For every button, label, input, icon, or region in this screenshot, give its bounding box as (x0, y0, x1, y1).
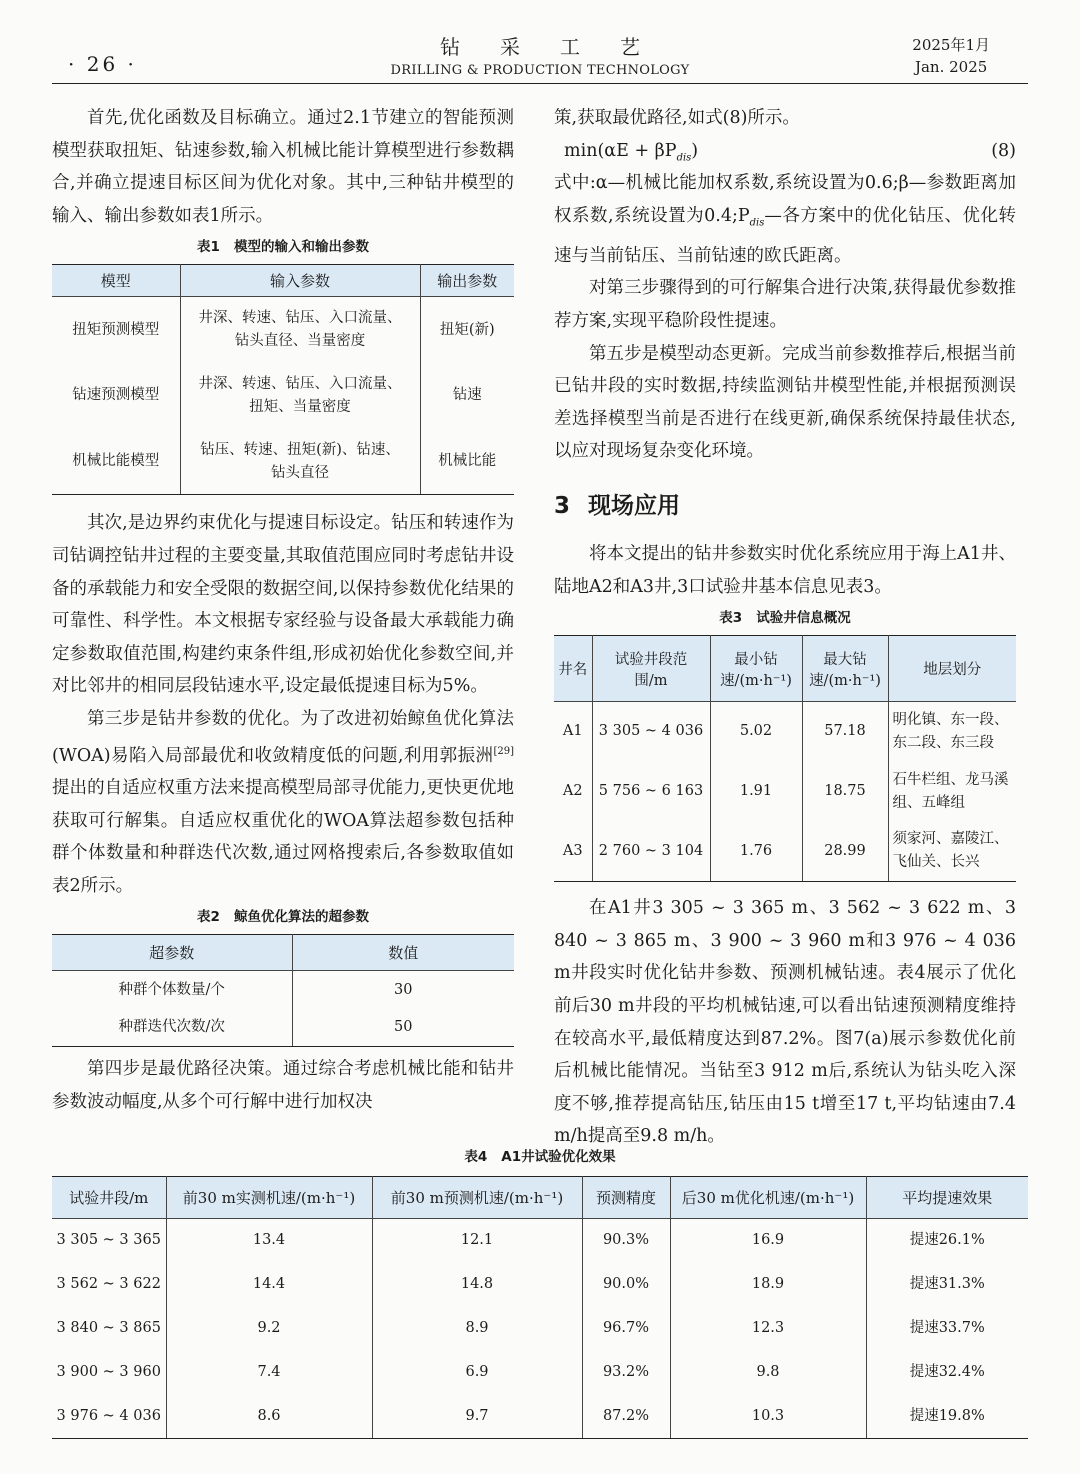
table4-cell: 12.1 (372, 1219, 582, 1263)
table1-cell: 扭矩预测模型 (52, 297, 180, 363)
table1-cell: 钻速预测模型 (52, 363, 180, 429)
table4-cell: 93.2% (582, 1351, 670, 1395)
journal-title-cn: 钻采工艺 (440, 35, 680, 59)
table-row (554, 702, 1016, 762)
table4-cell: 18.9 (670, 1263, 866, 1307)
paragraph-application: 将本文提出的钻井参数实时优化系统应用于海上A1井、陆地A2和A3井,3口试验井基本信息见表3。 (554, 544, 1016, 597)
table4-header-cell: 后30 m优化机速/(m·h⁻¹) (670, 1177, 866, 1219)
table3 (554, 635, 1016, 882)
table4-cell: 14.4 (166, 1263, 372, 1307)
table-row (52, 971, 514, 1009)
issue-date-en: Jan. 2025 (914, 58, 988, 76)
table1-cell: 钻压、转速、扭矩(新)、钻速、钻头直径 (180, 429, 420, 495)
table-row (52, 1009, 514, 1047)
table4-cell: 96.7% (582, 1307, 670, 1351)
table4-block (52, 1146, 1028, 1439)
table1-cell: 井深、转速、钻压、入口流量、扭矩、当量密度 (180, 363, 420, 429)
table2-cell: 种群个体数量/个 (52, 971, 292, 1009)
formula-desc-sub: dis (749, 217, 765, 229)
table4-cell: 提速33.7% (909, 1320, 985, 1336)
table3-cell: 5 756 ~ 6 163 (592, 762, 710, 822)
paragraph-step1: 首先,优化函数及目标确立。通过2.1节建立的智能预测模型获取扭矩、钻速参数,输入机械比能计算模型进行参数耦合,并确立提速目标区间为优化对象。其中,三种钻井模型的输入、输出参数如表1所示。 (52, 108, 514, 226)
table1-cell: 机械比能模型 (52, 429, 180, 495)
table4-cell: 90.0% (582, 1263, 670, 1307)
table3-caption (554, 607, 1016, 629)
left-column (52, 102, 514, 1119)
table3-header-cell: 最小钻速/(m·h⁻¹) (710, 636, 802, 702)
issue-date-cn: 2025年1月 (912, 36, 990, 54)
header-rule (52, 83, 1028, 84)
equation-8 (554, 135, 1016, 168)
table4-cell: 9.7 (372, 1395, 582, 1439)
table4-cell: 提速19.8% (866, 1395, 1028, 1439)
table4-cell: 10.3 (670, 1395, 866, 1439)
table1-caption-num: 表1 (197, 239, 220, 256)
equation-close: ) (691, 140, 699, 161)
table1-header-cell: 输出参数 (420, 265, 514, 297)
table3-cell: 57.18 (802, 702, 888, 762)
table4-header-cell: 平均提速效果 (866, 1177, 1028, 1219)
table4-cell: 8.6 (166, 1395, 372, 1439)
table1-caption (52, 236, 514, 258)
table3-cell: 明化镇、东一段、东二段、东三段 (892, 711, 1009, 751)
table3-cell: A1 (554, 702, 592, 762)
paragraph-results: 在A1井3 305 ~ 3 365 m、3 562 ~ 3 622 m、3 840 ~ 3 865 m、3 900 ~ 3 960 m和3 976 ~ 4 036 m井段实时优化钻井参数、预测机械钻速。表4展示了优化前后30 m井段的平均机械钻速,可以看出钻速预测精度维持在较高水平,最低精度达到87.2%。图7(a)展示参数优化前后机械比能情况。当钻至3 912 m后,系统认为钻头吃入深度不够,推荐提高钻压,钻压由15 t增至17 t,平均钻速由7.4 m/h提高至9.8 m/h。 (554, 898, 1016, 1147)
table3-block (554, 607, 1016, 882)
formula-desc-a: 式中:α—机械比能加权系数,系统设置为0.6;β—参数距离加权系数,系统设置为0.4;P (554, 173, 1016, 226)
table2-caption-text: 鲸鱼优化算法的超参数 (233, 909, 369, 926)
table3-header-cell: 试验井段范围/m (592, 636, 710, 702)
equation-body (564, 135, 698, 175)
table4-cell: 提速26.1% (909, 1232, 985, 1249)
table-row (52, 363, 514, 429)
table3-cell: 28.99 (802, 822, 888, 882)
table4-cell: 3 840 ~ 3 865 (52, 1307, 166, 1351)
table4-cell: 7.4 (166, 1351, 372, 1395)
table3-cell: A3 (554, 822, 592, 882)
table4-cell: 14.8 (372, 1263, 582, 1307)
table3-cell: A2 (554, 762, 592, 822)
table-row (52, 1395, 1028, 1439)
journal-title-en: DRILLING & PRODUCTION TECHNOLOGY (390, 63, 690, 78)
paragraph-step3 (52, 703, 514, 902)
table4-header-cell: 试验井段/m (52, 1177, 166, 1219)
table-row (52, 1219, 1028, 1263)
table3-header-cell: 地层划分 (888, 636, 1016, 702)
paragraph-step3-b: 提出的自适应权重方法来提高模型局部寻优能力,更快更优地获取可行解集。自适应权重优化的WOA算法超参数包括种群个体数量和种群迭代次数,通过网格搜索后,各参数取值如表2所示。 (52, 777, 514, 896)
right-column (554, 102, 1016, 1153)
table-row (52, 1263, 1028, 1307)
page-number: · 26 · (68, 52, 137, 76)
table4-cell: 87.2% (582, 1395, 670, 1439)
table3-cell: 须家河、嘉陵江、飞仙关、长兴 (888, 822, 1016, 882)
paragraph-step4-cont: 策,获取最优路径,如式(8)所示。 (554, 108, 800, 128)
table1-cell: 扭矩(新) (439, 321, 495, 338)
table4-cell: 8.9 (372, 1307, 582, 1351)
table2 (52, 934, 514, 1047)
section-title-text: 现场应用 (588, 493, 681, 520)
paragraph-step2: 其次,是边界约束优化与提速目标设定。钻压和转速作为司钻调控钻井过程的主要变量,其取值范围应同时考虑钻井设备的承载能力和安全受限的数据空间,以保持参数优化结果的可靠性、科学性。本文根据专家经验与设备最大承载能力确定参数取值范围,构建约束条件组,形成初始优化参数空间,并对比邻井的相同层段钻速水平,设定最低提速目标为5%。 (52, 513, 514, 697)
table4-caption (52, 1146, 1028, 1168)
table3-cell: 1.91 (710, 762, 802, 822)
paragraph-step4: 第四步是最优路径决策。通过综合考虑机械比能和钻井参数波动幅度,从多个可行解中进行加权决 (52, 1059, 514, 1112)
table2-header-cell: 超参数 (52, 935, 292, 971)
table4-cell: 3 976 ~ 4 036 (52, 1395, 166, 1439)
table4 (52, 1176, 1028, 1439)
table4-cell: 3 305 ~ 3 365 (52, 1219, 166, 1263)
table2-cell: 50 (292, 1009, 514, 1047)
table3-caption-num: 表3 (719, 610, 743, 627)
paragraph-step5: 第五步是模型动态更新。完成当前参数推荐后,根据当前已钻井段的实时数据,持续监测钻井模型性能,并根据预测误差选择模型当前是否进行在线更新,确保系统保持最佳状态,以应对现场复杂变化环境。 (554, 343, 1016, 462)
table2-caption (52, 906, 514, 928)
table1-cell: 井深、转速、钻压、入口流量、钻头直径、当量密度 (180, 297, 420, 363)
table1 (52, 264, 514, 495)
table3-header-cell: 最大钻速/(m·h⁻¹) (802, 636, 888, 702)
table2-header-cell: 数值 (292, 935, 514, 971)
paragraph-step3-a: 第三步是钻井参数的优化。为了改进初始鲸鱼优化算法(WOA)易陷入局部最优和收敛精度低的问题,利用郭振洲 (52, 708, 514, 766)
table-row (52, 1307, 1028, 1351)
table3-cell: 2 760 ~ 3 104 (592, 822, 710, 882)
table1-block (52, 236, 514, 495)
table4-cell: 提速32.4% (909, 1364, 985, 1380)
table-row (52, 1351, 1028, 1395)
section-title (554, 486, 1016, 526)
table1-header-cell: 输入参数 (180, 265, 420, 297)
table4-cell: 90.3% (582, 1219, 670, 1263)
table4-cell: 9.2 (166, 1307, 372, 1351)
table4-cell: 13.4 (166, 1219, 372, 1263)
section-number: 3 (554, 493, 571, 520)
equation-number: (8) (991, 140, 1016, 161)
table1-cell: 机械比能 (420, 429, 514, 495)
table4-cell: 3 562 ~ 3 622 (52, 1263, 166, 1307)
issue-date (912, 34, 990, 78)
table2-cell: 30 (394, 981, 413, 998)
table1-cell: 钻速 (452, 387, 482, 404)
table4-cell: 3 900 ~ 3 960 (52, 1351, 166, 1395)
table1-header-cell: 模型 (52, 265, 180, 297)
table3-cell: 石牛栏组、龙马溪组、五峰组 (892, 771, 1009, 811)
table3-caption-text: 试验井信息概况 (756, 610, 851, 627)
table3-header-cell: 井名 (554, 636, 592, 702)
equation-sub: dis (676, 152, 692, 164)
equation-main: min(αE + βP (564, 140, 677, 161)
table4-cell: 提速31.3% (909, 1276, 985, 1292)
table-row (554, 762, 1016, 822)
table4-caption-num: 表4 (464, 1149, 488, 1165)
journal-title (300, 34, 780, 80)
table4-cell: 16.9 (670, 1219, 866, 1263)
table2-block (52, 906, 514, 1047)
table4-caption-text: A1井试验优化效果 (501, 1149, 616, 1165)
table4-cell: 9.8 (670, 1351, 866, 1395)
table2-caption-num: 表2 (197, 909, 220, 926)
table3-cell: 5.02 (710, 702, 802, 762)
table4-header-cell: 预测精度 (582, 1177, 670, 1219)
paragraph-decision: 对第三步骤得到的可行解集合进行决策,获得最优参数推荐方案,实现平稳阶段性提速。 (554, 278, 1016, 332)
table-row (554, 822, 1016, 882)
table3-cell: 3 305 ~ 4 036 (592, 702, 710, 762)
table3-cell: 1.76 (710, 822, 802, 882)
table4-header-cell: 前30 m预测机速/(m·h⁻¹) (372, 1177, 582, 1219)
table3-cell: 18.75 (802, 762, 888, 822)
table-row (52, 429, 514, 495)
citation-ref: [29] (493, 745, 514, 757)
table-row (52, 297, 514, 363)
table2-cell: 种群迭代次数/次 (52, 1009, 292, 1047)
table4-header-cell: 前30 m实测机速/(m·h⁻¹) (166, 1177, 372, 1219)
table4-cell: 6.9 (372, 1351, 582, 1395)
paragraph-formula-desc (554, 167, 1016, 272)
formula-desc-b: —各方案中的优化钻压、优化转速与当前钻压、当前钻速的欧氏距离。 (554, 205, 1016, 266)
table1-caption-text: 模型的输入和输出参数 (233, 239, 369, 256)
table4-cell: 12.3 (670, 1307, 866, 1351)
